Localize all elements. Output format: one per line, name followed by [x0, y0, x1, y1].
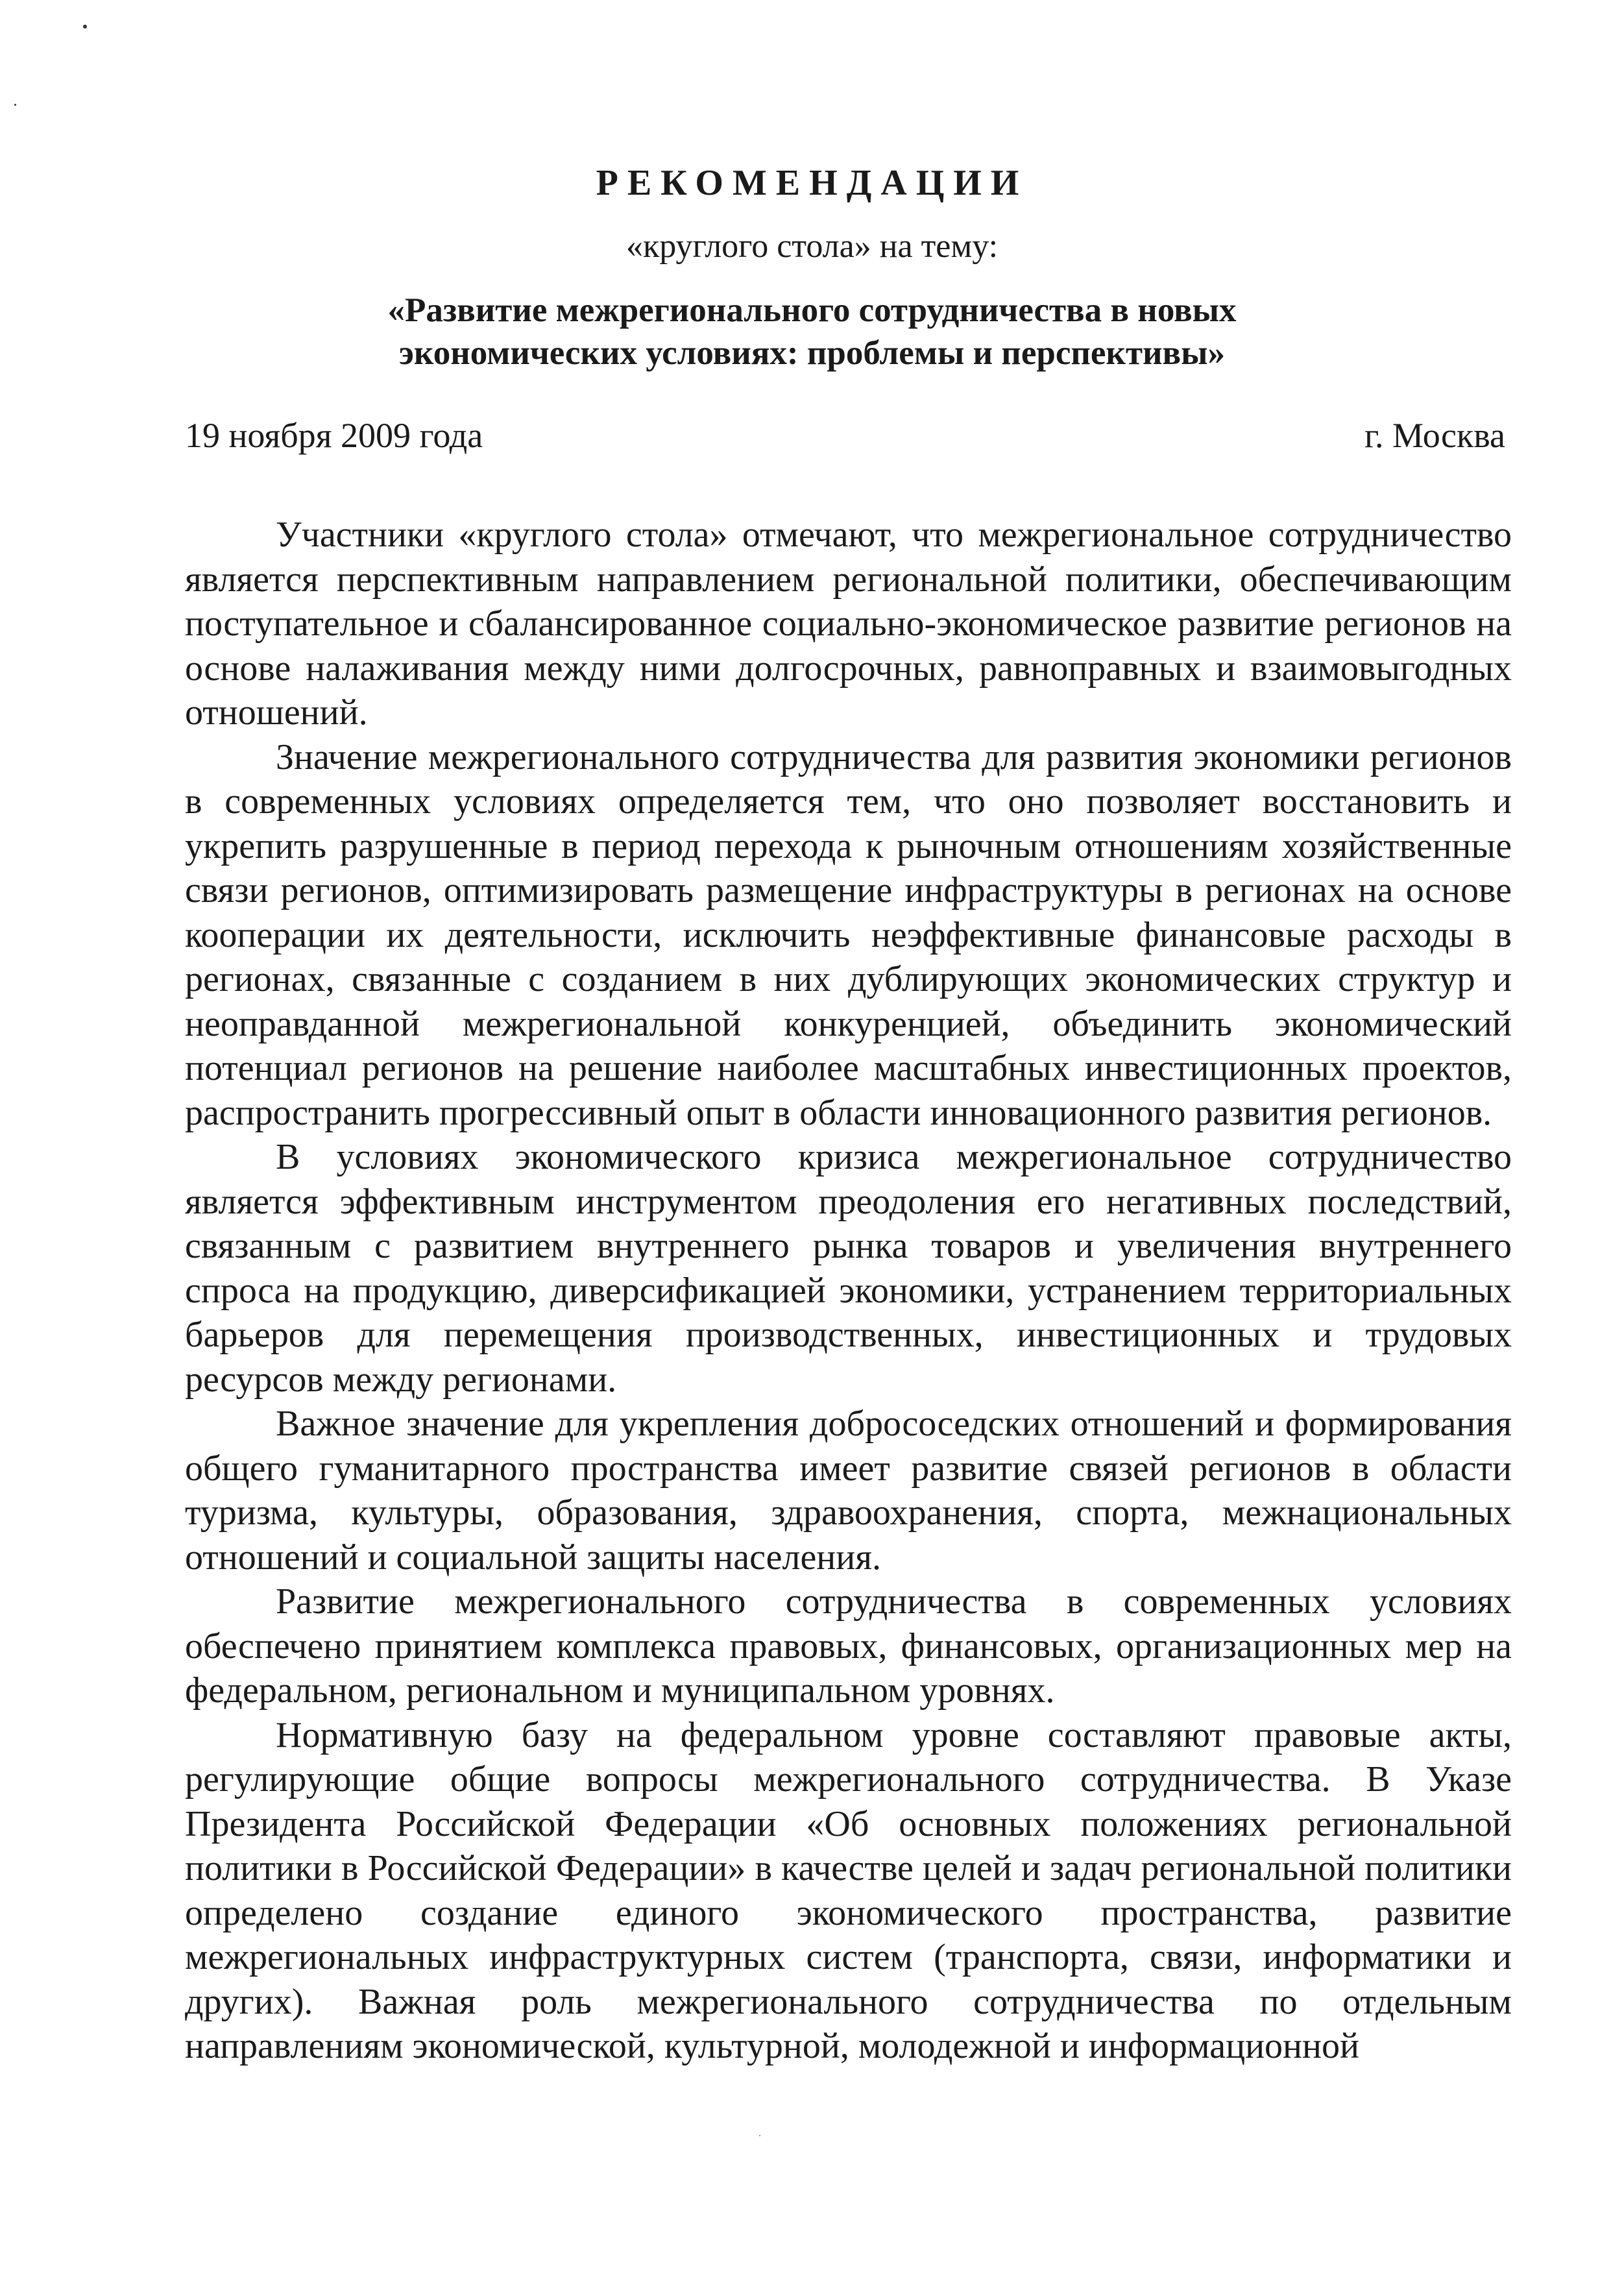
paragraph: Участники «круглого стола» отмечают, что межрегиональное сотрудничество является перспективным направлением региональной политики, обеспечивающим поступательное и сбалансированное социально-экономическое развитие регионов на основе налаживания между ними долгосрочных, равноправных и взаимовыгодных отношений. — [185, 515, 1512, 733]
topic-line-2: экономических условиях: проблемы и перспективы» — [398, 334, 1226, 372]
paragraph: В условиях экономического кризиса межрегиональное сотрудничество является эффективным инструментом преодоления его негативных последствий, связанным с развитием внутреннего рынка товаров и увеличения внутреннего спроса на продукцию, диверсификацией экономики, устранением территориальных барьеров для перемещения производственных, инвестиционных и трудовых ресурсов между регионами. — [185, 1137, 1512, 1400]
date-place-line — [185, 415, 1505, 456]
scan-speck — [83, 25, 87, 29]
document-heading: РЕКОМЕНДАЦИИ — [596, 163, 1028, 203]
paragraph: Развитие межрегионального сотрудничества в современных условиях обеспечено принятием комплекса правовых, финансовых, организационных мер на федеральном, региональном и муниципальном уровнях. — [185, 1581, 1512, 1711]
document-body — [185, 513, 1512, 2069]
document-date: 19 ноября 2009 года — [185, 416, 483, 455]
document-topic — [0, 289, 1624, 374]
topic-line-1: «Развитие межрегионального сотрудничества в новых — [387, 291, 1237, 329]
paragraph: Важное значение для укрепления добрососедских отношений и формирования общего гуманитарного пространства имеет развитие связей регионов в области туризма, культуры, образования, здравоохранения, спорта, межнациональных отношений и социальной защиты населения. — [185, 1404, 1512, 1578]
paragraph: Значение межрегионального сотрудничества для развития экономики регионов в современных условиях определяется тем, что оно позволяет восстановить и укрепить разрушенные в период перехода к рыночным отношениям хозяйственные связи регионов, оптимизировать размещение инфраструктуры в регионах на основе кооперации их деятельности, исключить неэффективные финансовые расходы в регионах, связанные с созданием в них дублирующих экономических структур и неоправданной межрегиональной конкуренцией, объединить экономический потенциал регионов на решение наиболее масштабных инвестиционных проектов, распространить прогрессивный опыт в области инновационного развития регионов. — [185, 737, 1512, 1133]
scan-mark — [759, 2135, 760, 2136]
scan-speck — [14, 104, 16, 106]
document-place: г. Москва — [1364, 416, 1505, 455]
document-subheading: «круглого стола» на тему: — [625, 228, 999, 265]
paragraph: Нормативную базу на федеральном уровне составляют правовые акты, регулирующие общие вопросы межрегионального сотрудничества. В Указе Президента Российской Федерации «Об основных положениях региональной политики в Российской Федерации» в качестве целей и задач региональной политики определено создание единого экономического пространства, развитие межрегиональных инфраструктурных систем (транспорта, связи, информатики и других). Важная роль межрегионального сотрудничества по отдельным направлениям экономической, культурной, молодежной и информационной — [185, 1714, 1512, 2066]
